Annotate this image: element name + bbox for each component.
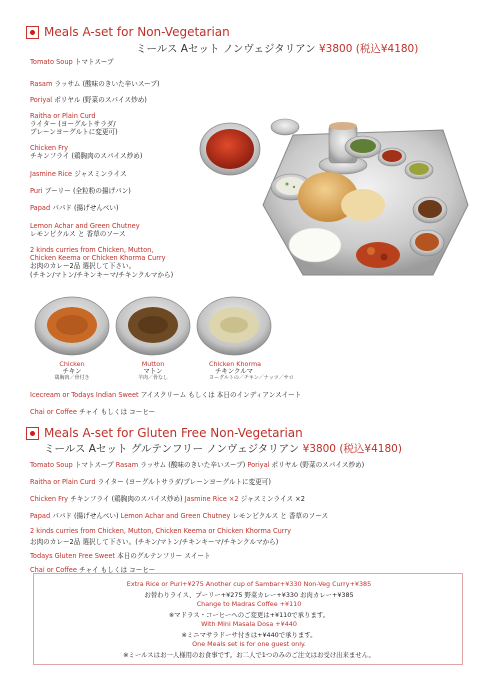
item-en: 2 kinds curries from Chicken, Mutton, (30, 246, 154, 254)
notice-line: ※ミールスはお一人様用のお食事です。お二人で1つのみのご注文はお受け出来ません。 (123, 651, 375, 659)
item-en: Chicken Fry (30, 495, 69, 503)
menu-row (30, 459, 364, 469)
menu-item (30, 187, 131, 195)
item-en: Raitha or Plain Curd (30, 112, 96, 120)
curry-ja: チキン (62, 367, 82, 376)
section2-price: ¥3800 (税込¥4180) (302, 443, 402, 455)
menu-item (30, 80, 160, 88)
item-ja: 本日のグルテンフリー スイート (115, 552, 211, 560)
item-sub: (チキン/マトン/チキンキーマ/チキンクルマから) (30, 270, 174, 279)
item-ja: ライター (ヨーグルトサラダ/プレーンヨーグルトに変更可) (95, 478, 271, 486)
section2-title-ja-text: ミールス Aセット グルテンフリー ノンヴェジタリアン (44, 443, 300, 455)
item-ja: チャイ もしくは コーヒー (76, 408, 156, 416)
item-en: Poriyal (30, 96, 53, 104)
item-ja: パパド (揚げせんべい) (50, 512, 121, 520)
item-sub: レモンピクルス と 香草のソース (30, 230, 126, 239)
thali-plate-image (193, 95, 473, 290)
item-en: Raitha or Plain Curd (30, 478, 96, 486)
curry-ja: マトン (143, 367, 163, 376)
item-en: Rasam (30, 80, 53, 88)
dessert-line (30, 391, 301, 399)
curry-en: Chicken (59, 360, 85, 368)
menu-item (30, 246, 173, 279)
menu-item (30, 96, 147, 104)
item-ja: レモンピクルス と 香草のソース (230, 512, 329, 520)
item-ja: お肉のカレー2品 選択して下さい。(チキン/マトン/チキンキーマ/チキンクルマから) (30, 538, 279, 546)
item-en: Jasmine Rice ×2 (184, 495, 239, 503)
menu-item (30, 144, 142, 160)
japan-flag-icon (26, 26, 39, 39)
curry-caption-mutton (133, 361, 173, 383)
menu-row (30, 550, 211, 560)
menu-item (30, 112, 118, 137)
notice-line: お替わりライス、プーリー+¥275 野菜カレー+¥330 お肉カレー+¥385 (144, 591, 354, 599)
notice-line: Extra Rice or Puri+¥275 Another cup of Sambar+¥330 Non-Veg Curry+¥385 (126, 580, 372, 588)
item-en: Papad (30, 204, 51, 212)
item-en: Chai or Coffee (30, 566, 77, 574)
item-en: Jasmine Rice (30, 170, 73, 178)
item-en: Rasam (115, 461, 139, 469)
menu-item (30, 170, 127, 178)
item-ja: ジャスミンライス (72, 170, 127, 178)
item-ja: チキンフライ (鶏胸肉のスパイス炒め) (68, 495, 185, 503)
item-ja: トマトスープ (72, 58, 114, 66)
menu-item (30, 222, 140, 238)
section1-price: ¥3800 (税込¥4180) (319, 43, 419, 55)
japan-flag-icon (26, 427, 39, 440)
item-sub: チキンフライ (鶏胸肉のスパイス炒め) (30, 152, 143, 161)
curry-ja: チキンクルマ (215, 367, 253, 376)
item-en: Chicken Fry (30, 144, 69, 152)
curry-bowls-image (34, 296, 272, 356)
item-ja: ラッサム (酸味のきいた辛いスープ) (138, 461, 248, 469)
menu-row (30, 476, 271, 486)
curry-note: 鶏胸肉／骨付き (54, 375, 90, 382)
curry-caption-khorma (209, 360, 294, 383)
item-en: Puri (30, 187, 43, 195)
section2-title-en: Meals A-set for Gluten Free Non-Vegetarian (44, 426, 303, 440)
section1-title-ja-text: ミールス Aセット ノンヴェジタリアン (136, 43, 316, 55)
item-ja: パパド (揚げせんべい) (50, 204, 119, 212)
item-en: Todays Gluten Free Sweet (30, 552, 116, 560)
item-ja: アイスクリーム もしくは 本日のインディアンスイート (138, 391, 302, 399)
item-en: Poriyal (247, 461, 270, 469)
section1-title-en: Meals A-set for Non-Vegetarian (44, 25, 230, 39)
curry-en: Mutton (141, 360, 165, 368)
item-sub: プレーンヨーグルトに変更可) (30, 128, 118, 137)
extras-notice-box (33, 573, 463, 665)
item-en: 2 kinds curries from Chicken, Mutton, Chicken Keema or Chicken Khorma Curry (30, 527, 292, 535)
curry-note: 羊肉／骨なし (137, 375, 168, 382)
menu-item (30, 58, 114, 66)
curry-en: Chicken Khorma (209, 360, 262, 368)
menu-row (30, 536, 278, 546)
drink-line (30, 408, 155, 416)
item-ja: ポリヤル (野菜のスパイス炒め) (269, 461, 365, 469)
item-en: Lemon Achar and Green Chutney (120, 512, 231, 520)
item-en: Chai or Coffee (30, 408, 77, 416)
section2-title-ja (44, 441, 402, 456)
section1-title-ja (136, 41, 418, 56)
menu-item (30, 204, 119, 212)
item-en: Chicken Keema or Chicken Khorma Curry (30, 254, 166, 263)
item-sub: お肉のカレー2品 選択して下さい。 (30, 262, 136, 271)
menu-row (30, 493, 305, 503)
notice-line: With Mini Masala Dosa +¥440 (201, 620, 297, 628)
item-ja: トマトスープ (72, 461, 116, 469)
notice-line: Change to Madras Coffee +¥110 (196, 600, 302, 608)
menu-row (30, 510, 328, 520)
meals-plate-photo (193, 95, 473, 290)
item-en: Papad (30, 512, 51, 520)
item-sub: ライター (ヨーグルトサラダ/ (30, 120, 116, 129)
item-ja: チャイ もしくは コーヒー (76, 566, 156, 574)
notice-line: One Meals set is for one guest only. (192, 640, 306, 648)
item-en: Icecream or Todays Indian Sweet (30, 391, 139, 399)
item-en: Lemon Achar and Green Chutney (30, 222, 140, 230)
item-ja: ラッサム (酸味のきいた辛いスープ) (52, 80, 160, 88)
item-ja: プーリー (全粒粉の揚げパン) (42, 187, 131, 195)
notice-line: ※ミニマサラドーサ付きは+¥440で承ります。 (181, 631, 317, 639)
curry-note: ヨーグルトの／チキン／ナッツ／サロ (209, 375, 294, 382)
item-ja: ポリヤル (野菜のスパイス炒め) (52, 96, 147, 104)
item-en: Tomato Soup (30, 58, 73, 66)
menu-row (30, 527, 291, 535)
item-ja: ジャスミンライス ×2 (238, 495, 305, 503)
item-en: Tomato Soup (30, 461, 73, 469)
curry-caption-chicken (52, 361, 92, 383)
notice-line: ※マドラス・コーヒーへのご変更は+¥110で承ります。 (168, 611, 330, 619)
